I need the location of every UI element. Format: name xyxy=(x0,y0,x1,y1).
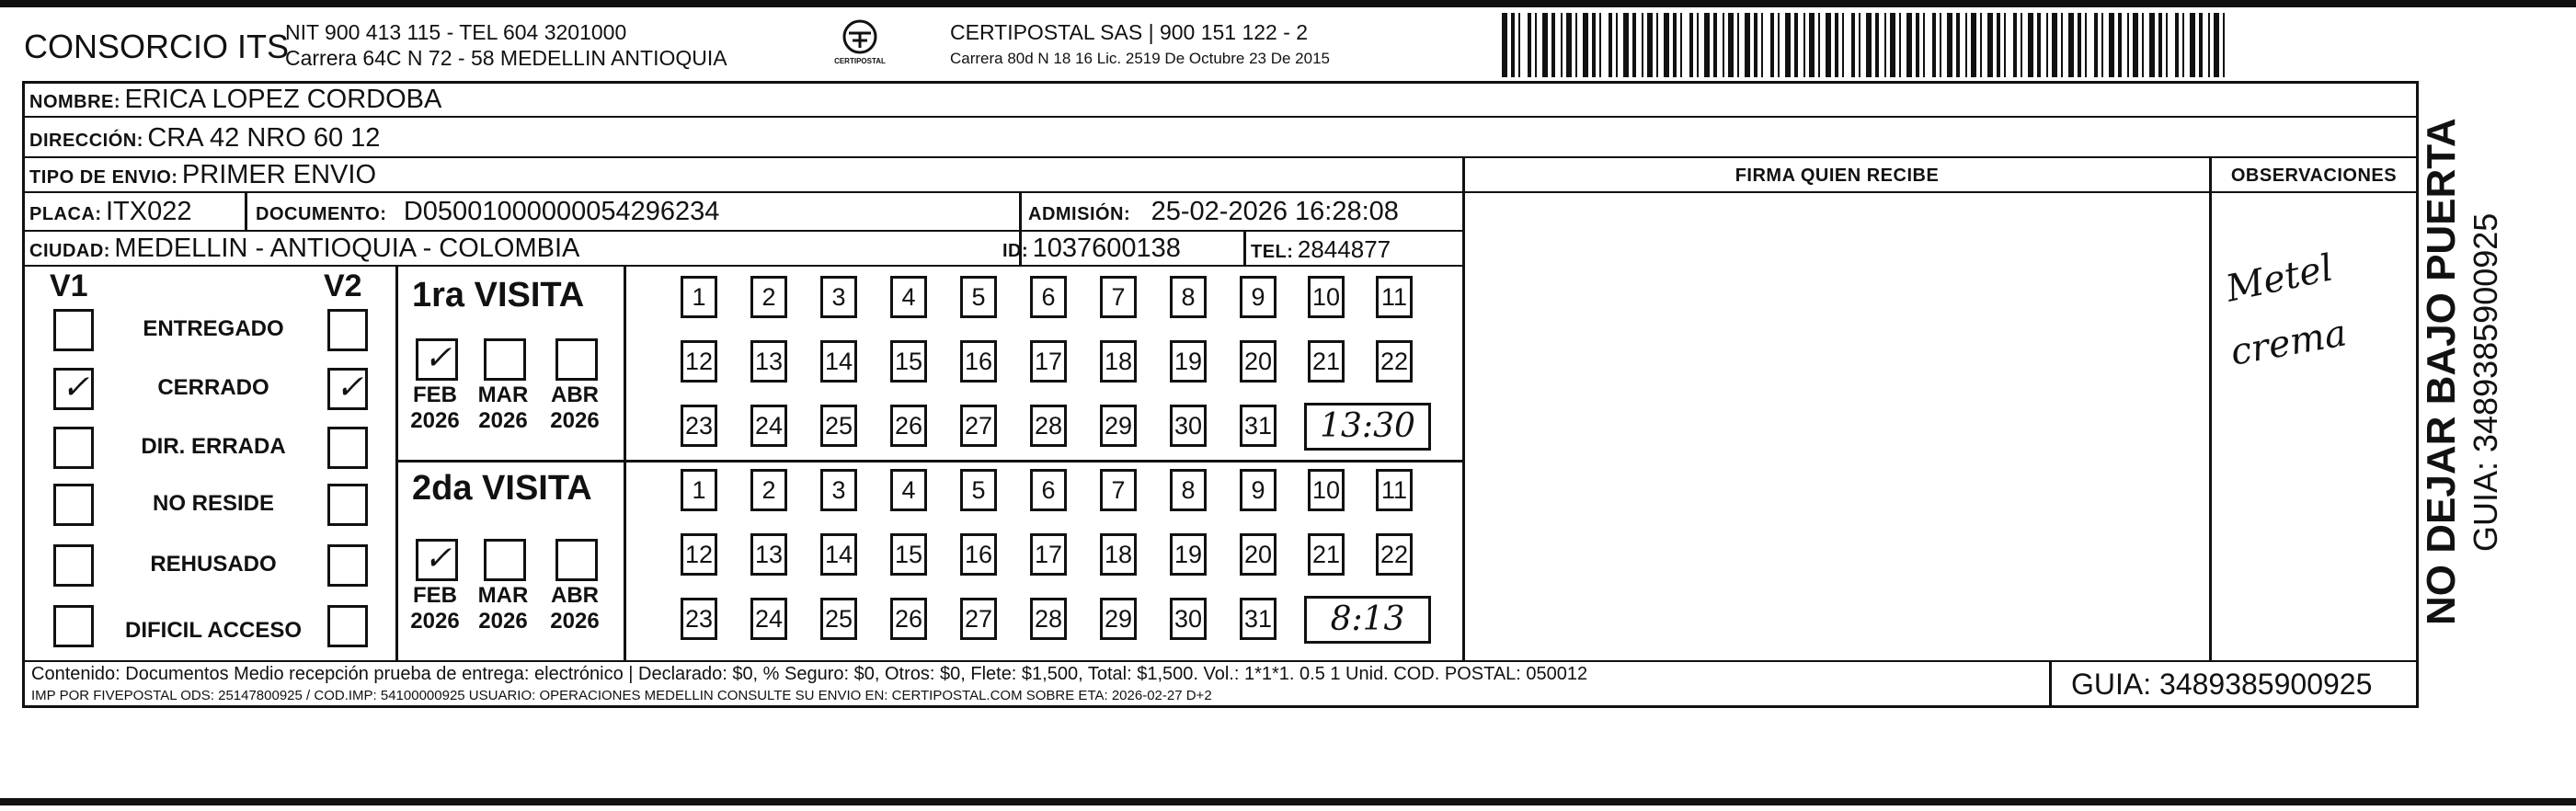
barcode-bar xyxy=(1518,13,1520,77)
admision-field xyxy=(1028,197,1399,227)
footer-line2: IMP POR FIVEPOSTAL ODS: 25147800925 / COD.IMP: 54100000925 USUARIO: OPERACIONES MEDELLIN CONSULTE SU ENVIO EN: CERTIPOSTAL.COM SOBRE ETA: 2026-02-27 D+2 xyxy=(31,688,1212,703)
day-box[interactable]: 18 xyxy=(1100,340,1137,383)
barcode-bar xyxy=(2046,13,2048,77)
barcode-bar xyxy=(1851,13,1855,77)
day-box[interactable]: 7 xyxy=(1100,469,1137,511)
barcode-bar xyxy=(2109,13,2114,77)
day-box[interactable]: 8 xyxy=(1170,276,1207,318)
day-box[interactable]: 19 xyxy=(1170,340,1207,383)
barcode-bar xyxy=(1664,13,1669,77)
status-v2-checkbox[interactable] xyxy=(327,309,368,351)
day-box[interactable]: 20 xyxy=(1240,533,1277,576)
status-v1-checkbox[interactable] xyxy=(53,427,94,469)
barcode-bar xyxy=(1965,13,1967,77)
barcode-bar xyxy=(1980,13,1982,77)
admision-value: 25-02-2026 16:28:08 xyxy=(1151,197,1399,226)
firma-header: FIRMA QUIEN RECIBE xyxy=(1735,166,1940,186)
month-label: MAR xyxy=(477,383,529,407)
day-box[interactable]: 17 xyxy=(1030,533,1067,576)
barcode-bar xyxy=(1835,13,1838,77)
day-box[interactable]: 14 xyxy=(820,340,857,383)
documento-label: DOCUMENTO: xyxy=(256,204,387,224)
documento-value: D05001000000054296234 xyxy=(403,197,720,226)
day-box[interactable]: 28 xyxy=(1030,405,1067,447)
day-box[interactable]: 25 xyxy=(820,598,857,640)
barcode-bar xyxy=(2118,13,2122,77)
barcode-bar xyxy=(2166,13,2168,77)
barcode-bar xyxy=(1680,13,1682,77)
barcode-bar xyxy=(1890,13,1895,77)
barcode-bar xyxy=(2101,13,2103,77)
barcode-bar xyxy=(1884,13,1886,77)
barcode-bar xyxy=(2068,13,2074,77)
status-v2-checkbox[interactable] xyxy=(327,605,368,647)
barcode-bar xyxy=(1859,13,1860,77)
barcode-bar xyxy=(2028,13,2033,77)
barcode-bar xyxy=(2052,13,2057,77)
tel-label: TEL: xyxy=(1251,242,1294,262)
barcode-bar xyxy=(1656,13,1658,77)
day-box[interactable]: 26 xyxy=(890,598,927,640)
barcode-bar xyxy=(2190,13,2195,77)
barcode-bar xyxy=(2078,13,2081,77)
day-box[interactable]: 11 xyxy=(1376,276,1413,318)
day-box[interactable]: 22 xyxy=(1376,340,1413,383)
day-box[interactable]: 11 xyxy=(1376,469,1413,511)
company-line2: Carrera 64C N 72 - 58 MEDELLIN ANTIOQUIA xyxy=(285,46,727,70)
placa-value: ITX022 xyxy=(106,197,192,226)
barcode-bar xyxy=(2094,13,2098,77)
barcode-bar xyxy=(1971,13,1976,77)
month-checkbox[interactable] xyxy=(484,338,526,381)
barcode-bar xyxy=(1592,13,1596,77)
barcode-bar xyxy=(2208,13,2210,77)
day-box[interactable]: 24 xyxy=(750,405,787,447)
side-warning: NO DEJAR BAJO PUERTA xyxy=(2419,118,2464,625)
top-border xyxy=(0,0,2576,7)
barcode-bar xyxy=(2158,13,2162,77)
barcode-bar xyxy=(1511,13,1515,77)
status-v1-checkbox[interactable] xyxy=(53,309,94,351)
day-box[interactable]: 5 xyxy=(960,469,997,511)
barcode-bar xyxy=(1866,13,1872,77)
barcode-bar xyxy=(2214,13,2219,77)
status-label: REHUSADO xyxy=(150,552,277,577)
day-box[interactable]: 18 xyxy=(1100,533,1137,576)
id-value: 1037600138 xyxy=(1032,234,1181,263)
barcode-bar xyxy=(2199,13,2203,77)
barcode-bar xyxy=(2133,13,2138,77)
day-box[interactable]: 30 xyxy=(1170,405,1207,447)
barcode-bar xyxy=(2182,13,2184,77)
v1-header: V1 xyxy=(50,268,88,303)
barcode-bar xyxy=(1987,13,1993,77)
month-year: 2026 xyxy=(478,408,528,433)
direccion-field xyxy=(29,123,380,154)
day-box[interactable]: 6 xyxy=(1030,276,1067,318)
company-line1: NIT 900 413 115 - TEL 604 3201000 xyxy=(285,20,627,44)
barcode-bar xyxy=(1997,13,2000,77)
day-box[interactable]: 3 xyxy=(820,276,857,318)
day-box[interactable]: 19 xyxy=(1170,533,1207,576)
ciudad-value: MEDELLIN - ANTIOQUIA - COLOMBIA xyxy=(114,234,580,263)
day-box[interactable]: 3 xyxy=(820,469,857,511)
day-box[interactable]: 31 xyxy=(1240,405,1277,447)
first-visit-title: 1ra VISITA xyxy=(412,276,585,314)
day-box[interactable]: 15 xyxy=(890,340,927,383)
barcode-bar xyxy=(1599,13,1601,77)
day-box[interactable]: 21 xyxy=(1308,533,1345,576)
id-label: ID: xyxy=(1002,241,1029,261)
barcode-bar xyxy=(1826,13,1831,77)
barcode-bar xyxy=(2021,13,2022,77)
barcode-bar xyxy=(2149,13,2155,77)
tel-field xyxy=(1251,235,1391,264)
barcode-bar xyxy=(2223,13,2225,77)
barcode-bar xyxy=(1642,13,1643,77)
status-v1-checkbox[interactable]: ✓ xyxy=(53,368,94,410)
tipo-field xyxy=(29,160,376,190)
barcode-bar xyxy=(1575,13,1577,77)
barcode-bar xyxy=(1785,13,1791,77)
barcode-bar xyxy=(1502,13,1507,77)
barcode-bar xyxy=(1778,13,1780,77)
status-v2-checkbox[interactable]: ✓ xyxy=(327,368,368,410)
day-box[interactable]: 4 xyxy=(890,276,927,318)
barcode-bar xyxy=(1528,13,1531,77)
barcode-bar xyxy=(2013,13,2017,77)
day-box[interactable]: 17 xyxy=(1030,340,1067,383)
nombre-label: NOMBRE: xyxy=(29,92,121,112)
month-checkbox[interactable] xyxy=(484,539,526,581)
month-checkbox[interactable] xyxy=(555,338,598,381)
barcode-bar xyxy=(1728,13,1734,77)
status-label: NO RESIDE xyxy=(152,491,275,516)
barcode-bar xyxy=(1723,13,1724,77)
observaciones-header: OBSERVACIONES xyxy=(2230,166,2398,186)
barcode-bar xyxy=(2037,13,2041,77)
month-label: ABR xyxy=(551,383,599,407)
day-box[interactable]: 20 xyxy=(1240,340,1277,383)
day-box[interactable]: 12 xyxy=(681,533,717,576)
barcode-bar xyxy=(1875,13,1879,77)
barcode-bar xyxy=(1745,13,1750,77)
courier-line1: CERTIPOSTAL SAS | 900 151 122 - 2 xyxy=(950,20,1309,44)
barcode-bar xyxy=(1754,13,1757,77)
nombre-field xyxy=(29,85,441,115)
barcode-bar xyxy=(1842,13,1844,77)
day-box[interactable]: 4 xyxy=(890,469,927,511)
second-visit-time: 8:13 xyxy=(1304,596,1431,644)
status-v1-checkbox[interactable] xyxy=(53,484,94,526)
day-box[interactable]: 9 xyxy=(1240,276,1277,318)
day-box[interactable]: 10 xyxy=(1308,469,1345,511)
barcode-bar xyxy=(1632,13,1636,77)
barcode-bar xyxy=(1803,13,1805,77)
month-label: FEB xyxy=(413,583,457,608)
barcode-bar xyxy=(2175,13,2179,77)
barcode-bar xyxy=(1737,13,1739,77)
day-box[interactable]: 26 xyxy=(890,405,927,447)
status-v1-checkbox[interactable] xyxy=(53,605,94,647)
side-guia: GUIA: 3489385900925 xyxy=(2467,212,2504,552)
barcode-bar xyxy=(1623,13,1629,77)
barcode-bar xyxy=(1818,13,1820,77)
ciudad-label: CIUDAD: xyxy=(29,241,110,261)
tipo-label: TIPO DE ENVIO: xyxy=(29,167,178,188)
certipostal-logo xyxy=(832,17,887,72)
month-checkbox[interactable]: ✓ xyxy=(416,539,458,581)
day-box[interactable]: 29 xyxy=(1100,598,1137,640)
barcode-bar xyxy=(1956,13,1960,77)
barcode-bar xyxy=(1704,13,1710,77)
day-box[interactable]: 13 xyxy=(750,533,787,576)
barcode-bar xyxy=(1535,13,1537,77)
day-box[interactable]: 29 xyxy=(1100,405,1137,447)
barcode-bar xyxy=(1713,13,1717,77)
barcode-bar xyxy=(1647,13,1653,77)
day-box[interactable]: 2 xyxy=(750,276,787,318)
day-box[interactable]: 21 xyxy=(1308,340,1345,383)
day-box[interactable]: 13 xyxy=(750,340,787,383)
day-box[interactable]: 7 xyxy=(1100,276,1137,318)
day-box[interactable]: 27 xyxy=(960,405,997,447)
status-label: ENTREGADO xyxy=(143,316,284,341)
barcode-bar xyxy=(1932,13,1936,77)
status-label: DIR. ERRADA xyxy=(141,434,286,459)
barcode-bar xyxy=(2127,13,2129,77)
barcode-bar xyxy=(2061,13,2063,77)
month-year: 2026 xyxy=(410,408,460,433)
company-name: CONSORCIO ITS xyxy=(24,28,290,65)
second-visit-title: 2da VISITA xyxy=(412,469,592,508)
barcode-bar xyxy=(1673,13,1677,77)
status-label: DIFICIL ACCESO xyxy=(124,618,302,643)
month-label: ABR xyxy=(551,583,599,608)
month-label: MAR xyxy=(477,583,529,608)
footer-guia: GUIA: 3489385900925 xyxy=(2071,668,2373,701)
id-field xyxy=(1002,234,1181,264)
barcode-bar xyxy=(1770,13,1774,77)
direccion-label: DIRECCIÓN: xyxy=(29,131,143,151)
barcode-bar xyxy=(1761,13,1763,77)
barcode-bar xyxy=(2085,13,2087,77)
barcode-bar xyxy=(1697,13,1699,77)
day-box[interactable]: 16 xyxy=(960,533,997,576)
barcode-bar xyxy=(1923,13,1925,77)
month-year: 2026 xyxy=(478,609,528,634)
day-box[interactable]: 22 xyxy=(1376,533,1413,576)
status-v1-checkbox[interactable] xyxy=(53,544,94,587)
month-year: 2026 xyxy=(550,408,600,433)
barcode-bar xyxy=(1689,13,1693,77)
documento-field xyxy=(256,197,719,227)
day-box[interactable]: 5 xyxy=(960,276,997,318)
day-box[interactable]: 23 xyxy=(681,598,717,640)
barcode-bar xyxy=(2142,13,2144,77)
barcode-bar xyxy=(1616,13,1618,77)
ciudad-field xyxy=(29,234,579,264)
barcode xyxy=(1502,13,2233,77)
barcode-bar xyxy=(1609,13,1612,77)
observation-handwriting-1: Metel xyxy=(2222,246,2337,311)
day-box[interactable]: 16 xyxy=(960,340,997,383)
day-box[interactable]: 25 xyxy=(820,405,857,447)
barcode-bar xyxy=(1794,13,1798,77)
day-box[interactable]: 14 xyxy=(820,533,857,576)
placa-label: PLACA: xyxy=(29,204,102,224)
admision-label: ADMISIÓN: xyxy=(1028,204,1131,224)
barcode-bar xyxy=(1542,13,1548,77)
barcode-bar xyxy=(1916,13,1919,77)
direccion-value: CRA 42 NRO 60 12 xyxy=(147,123,381,153)
barcode-bar xyxy=(2004,13,2006,77)
courier-line2: Carrera 80d N 18 16 Lic. 2519 De Octubre 23 De 2015 xyxy=(950,50,1330,67)
day-box[interactable]: 2 xyxy=(750,469,787,511)
day-box[interactable]: 30 xyxy=(1170,598,1207,640)
day-box[interactable]: 23 xyxy=(681,405,717,447)
day-box[interactable]: 24 xyxy=(750,598,787,640)
day-box[interactable]: 8 xyxy=(1170,469,1207,511)
tipo-value: PRIMER ENVIO xyxy=(181,160,377,189)
v2-header: V2 xyxy=(324,268,362,303)
day-box[interactable]: 28 xyxy=(1030,598,1067,640)
month-checkbox[interactable] xyxy=(555,539,598,581)
day-box[interactable]: 31 xyxy=(1240,598,1277,640)
barcode-bar xyxy=(1940,13,1941,77)
day-box[interactable]: 9 xyxy=(1240,469,1277,511)
day-box[interactable]: 1 xyxy=(681,276,717,318)
status-label: CERRADO xyxy=(157,375,269,400)
month-year: 2026 xyxy=(550,609,600,634)
observation-handwriting-2: crema xyxy=(2227,312,2351,374)
tel-value: 2844877 xyxy=(1297,235,1391,263)
barcode-bar xyxy=(1906,13,1912,77)
barcode-bar xyxy=(1561,13,1563,77)
barcode-bar xyxy=(1899,13,1901,77)
barcode-bar xyxy=(1947,13,1952,77)
month-year: 2026 xyxy=(410,609,460,634)
barcode-bar xyxy=(1551,13,1555,77)
first-visit-time: 13:30 xyxy=(1304,403,1431,451)
month-label: FEB xyxy=(413,383,457,407)
day-box[interactable]: 15 xyxy=(890,533,927,576)
month-checkbox[interactable]: ✓ xyxy=(416,338,458,381)
nombre-value: ERICA LOPEZ CORDOBA xyxy=(124,85,442,114)
status-v2-checkbox[interactable] xyxy=(327,427,368,469)
day-box[interactable]: 1 xyxy=(681,469,717,511)
barcode-bar xyxy=(1583,13,1588,77)
barcode-bar xyxy=(1809,13,1815,77)
logo-text: CERTIPOSTAL xyxy=(834,57,886,65)
status-v2-checkbox[interactable] xyxy=(327,484,368,526)
status-v2-checkbox[interactable] xyxy=(327,544,368,587)
barcode-bar xyxy=(1566,13,1572,77)
day-box[interactable]: 6 xyxy=(1030,469,1067,511)
day-box[interactable]: 10 xyxy=(1308,276,1345,318)
day-box[interactable]: 27 xyxy=(960,598,997,640)
footer-line1: Contenido: Documentos Medio recepción prueba de entrega: electrónico | Declarado: $0, % Seguro: $0, Otros: $0, Flete: $1,500, Total: $1,500. Vol.: 1*1*1. 0.5 1 Unid. COD. POSTAL: 050012 xyxy=(31,664,1588,684)
placa-field xyxy=(29,197,192,227)
day-box[interactable]: 12 xyxy=(681,340,717,383)
